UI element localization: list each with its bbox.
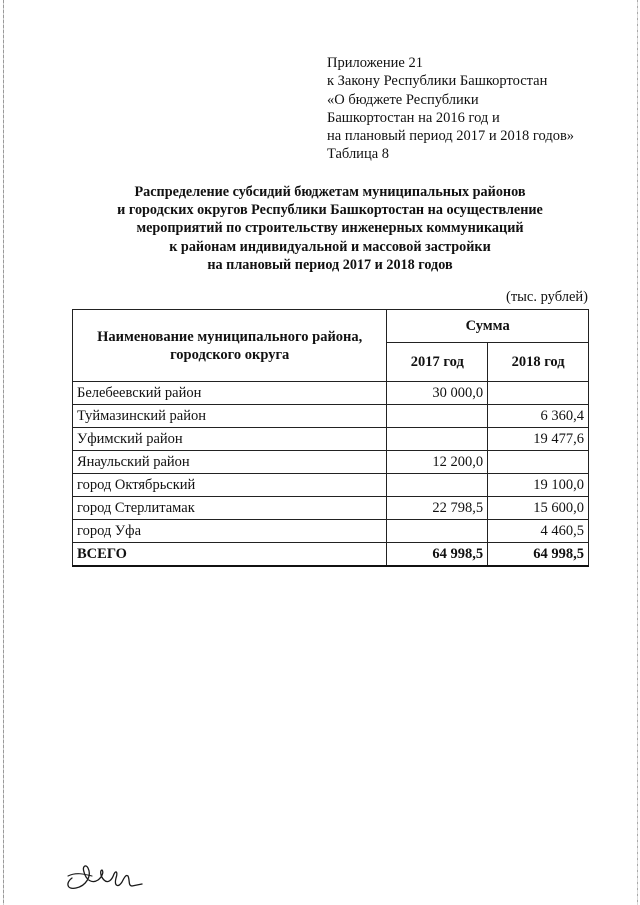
table-row <box>73 428 589 451</box>
row-2017 <box>387 428 488 451</box>
total-2018: 64 998,5 <box>488 543 589 567</box>
document-title <box>70 183 590 274</box>
table-row <box>73 497 589 520</box>
row-2018: 15 600,0 <box>488 497 589 520</box>
row-2018: 4 460,5 <box>488 520 589 543</box>
header-year-2017: 2017 год <box>387 343 488 382</box>
subsidy-table <box>72 309 589 567</box>
row-2018: 6 360,4 <box>488 405 589 428</box>
page-edge-right <box>637 0 638 905</box>
table-row <box>73 382 589 405</box>
table-row <box>73 520 589 543</box>
header-year-2018: 2018 год <box>488 343 589 382</box>
row-name: Янаульский район <box>73 451 387 474</box>
row-name: город Октябрьский <box>73 474 387 497</box>
row-2018 <box>488 382 589 405</box>
appendix-line: «О бюджете Республики <box>327 91 479 108</box>
title-line: на плановый период 2017 и 2018 годов <box>207 256 453 273</box>
total-label: ВСЕГО <box>73 543 387 567</box>
handwritten-signature <box>62 858 146 894</box>
table-row <box>73 451 589 474</box>
row-name: Туймазинский район <box>73 405 387 428</box>
table-row <box>73 405 589 428</box>
header-sum: Сумма <box>387 310 589 343</box>
row-2017: 12 200,0 <box>387 451 488 474</box>
title-line: и городских округов Республики Башкортостан на осуществление <box>117 202 543 219</box>
appendix-table-number: Таблица 8 <box>327 146 390 163</box>
page-edge-left <box>3 0 4 905</box>
title-line: Распределение субсидий бюджетам муниципальных районов <box>134 184 526 200</box>
row-2018: 19 100,0 <box>488 474 589 497</box>
table-row <box>73 474 589 497</box>
row-2017: 22 798,5 <box>387 497 488 520</box>
total-row <box>73 543 589 567</box>
appendix-header <box>327 54 574 164</box>
appendix-line: Башкортостан на 2016 год и <box>327 109 500 126</box>
row-name: Уфимский район <box>73 428 387 451</box>
appendix-line: к Закону Республики Башкортостан <box>327 73 548 90</box>
row-2018: 19 477,6 <box>488 428 589 451</box>
title-line: к районам индивидуальной и массовой застройки <box>169 238 491 255</box>
header-name: Наименование муниципального района, городского округа <box>73 310 387 382</box>
row-name: город Стерлитамак <box>73 497 387 520</box>
row-name: город Уфа <box>73 520 387 543</box>
units-label: (тыс. рублей) <box>506 289 588 305</box>
appendix-line: на плановый период 2017 и 2018 годов» <box>327 128 575 145</box>
row-2017 <box>387 474 488 497</box>
row-2017 <box>387 520 488 543</box>
total-2017: 64 998,5 <box>387 543 488 567</box>
title-line: мероприятий по строительству инженерных коммуникаций <box>136 220 524 237</box>
row-2018 <box>488 451 589 474</box>
row-name: Белебеевский район <box>73 382 387 405</box>
row-2017 <box>387 405 488 428</box>
row-2017: 30 000,0 <box>387 382 488 405</box>
appendix-line: Приложение 21 <box>327 55 423 71</box>
